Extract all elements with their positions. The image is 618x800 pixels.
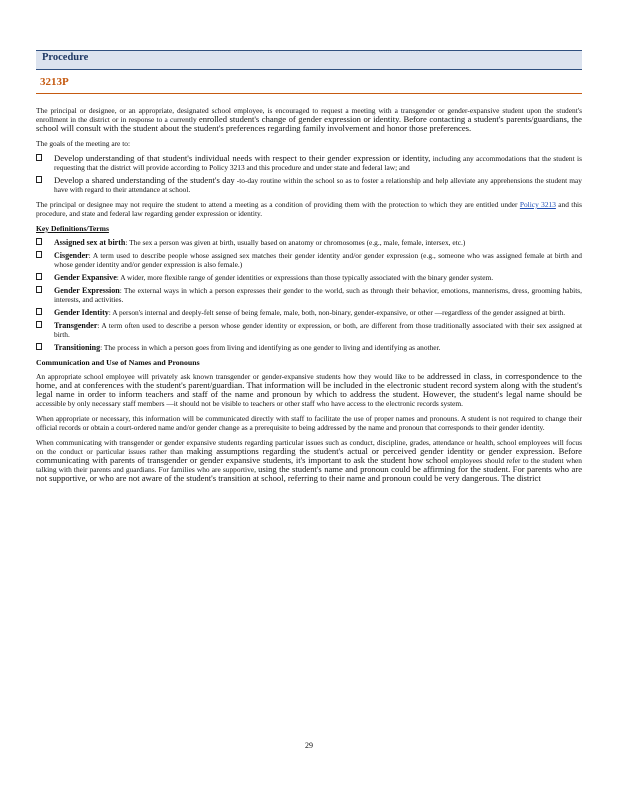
names-paragraph-3 — [36, 438, 582, 483]
definition-term: Transgender — [54, 321, 98, 330]
definition-item — [36, 273, 582, 282]
names-text-f: employees should refer to the student when talking with their parents and guardians. For families who are supportive, — [36, 456, 582, 474]
intro-text-a: The principal or designee, or an appropriate, designated school employee, is encouraged to request a meeting with a transgender or gender-expansive student upon the student's enrollment in the district or in response to a currently — [36, 106, 582, 124]
missing-glyph-icon — [36, 238, 42, 245]
document-body — [36, 106, 582, 489]
intro-paragraph — [36, 106, 582, 133]
goal-text-a: Develop understanding of that student's individual needs with respect to their gender expression or identity, — [54, 153, 431, 163]
goal-text-b: including any accommodations that the student is requesting that the district will provide according to Policy 3213 and this procedure and under state and federal law; and — [54, 154, 582, 172]
definition-text: : The process in which a person goes from living and identifying as one gender to living and identifying as another. — [100, 343, 441, 352]
definition-text: : A person's internal and deeply-felt sense of being female, male, both, non-binary, gender-expansive, or other —regardless of the gender assigned at birth. — [108, 308, 566, 317]
definition-term: Gender Expression — [54, 286, 120, 295]
policy-link[interactable]: Policy 3213 — [519, 200, 556, 209]
definitions-heading: Key Definitions/Terms — [36, 224, 109, 233]
protection-text-end: and this procedure, and state and federal law regarding gender expression or identity. — [36, 200, 582, 218]
missing-glyph-icon — [36, 343, 42, 350]
intro-text-b: enrolled student's change of gender expression or identity. Before contacting a student's parents/guardians, the school will consult with the student about the student's preferences regarding family involvement and honor those preferences. — [36, 114, 582, 133]
definition-term: Cisgender — [54, 251, 89, 260]
definition-term: Gender Expansive — [54, 273, 117, 282]
missing-glyph-icon — [36, 154, 42, 161]
definition-term: Transitioning — [54, 343, 101, 352]
names-paragraph-2: When appropriate or necessary, this information will be communicated directly with staff to facilitate the use of proper names and pronouns. A student is not required to change their official records or obtain a court-ordered name and/or gender change as a prerequisite to being addressed by the name and pronoun that corresponds to their gender identity. — [36, 414, 582, 432]
names-heading: Communication and Use of Names and Pronouns — [36, 358, 200, 367]
definitions-list — [36, 238, 582, 352]
definition-item — [36, 321, 582, 339]
definition-item — [36, 343, 582, 352]
missing-glyph-icon — [36, 308, 42, 315]
names-text-e: making assumptions regarding the student's actual or perceived gender identity or gender expression. Before communicating with parents of transgender or gender expansive students, it's important to ask the student how school — [36, 446, 582, 465]
goal-text-a: Develop a shared understanding of the student's day — [54, 175, 235, 185]
missing-glyph-icon — [36, 176, 42, 183]
missing-glyph-icon — [36, 321, 42, 328]
names-text-d: When communicating with transgender or gender expansive students regarding particular issues such as conduct, discipline, grades, attendance or health, school employees will focus on the conduct or particular issues rather than — [36, 438, 582, 456]
list-item — [36, 176, 582, 194]
definition-item — [36, 238, 582, 247]
names-text-b: addressed in class, in correspondence to the home, and at conferences with the student's parent/guardian. That information will be included in the electronic student record system along with the student's legal name in order to inform teachers and staff of the name and pronoun by which to address the student. However, the student's legal name should be — [36, 371, 582, 399]
definition-item — [36, 308, 582, 317]
definition-item — [36, 286, 582, 304]
divider — [36, 93, 582, 94]
definition-term: Assigned sex at birth — [54, 238, 126, 247]
definition-text: : The sex a person was given at birth, usually based on anatomy or chromosomes (e.g., male, female, intersex, etc.) — [125, 238, 466, 247]
page-number: 29 — [305, 741, 313, 750]
names-paragraph-1 — [36, 372, 582, 408]
names-text-g: using the student's name and pronoun could be affirming for the student. For parents who are not supportive, or who are not aware of the student's transition at school, referring to their name and pronoun could be very dangerous. The district — [36, 464, 583, 483]
missing-glyph-icon — [36, 273, 42, 280]
goals-lead: The goals of the meeting are to: — [36, 139, 130, 148]
definition-text: : A wider, more flexible range of gender identities or expressions than those typically associated with the binary gender system. — [116, 273, 494, 282]
section-header-bar — [36, 50, 582, 70]
section-header-title: Procedure — [42, 52, 89, 63]
definition-term: Gender Identity — [54, 308, 109, 317]
goal-text-b: -to-day routine within the school so as to foster a relationship and help alleviate any apprehensions the student may have with regard to their attendance at school. — [54, 176, 582, 194]
names-text-c: accessible by only necessary staff members —it should not be visible to teachers or other staff who have access to the electronic records system. — [36, 399, 464, 408]
definition-item — [36, 251, 582, 269]
definition-text: : A term used to describe people whose assigned sex matches their gender identity and/or gender expression (e.g., someone who was assigned female at birth and whose gender identity and/or gender expression is also female.) — [54, 251, 582, 269]
definition-text: : The external ways in which a person expresses their gender to the world, such as through their behavior, emotions, mannerisms, dress, grooming habits, interests, and activities. — [54, 286, 582, 304]
definition-text: : A term often used to describe a person whose gender identity or expression, or both, are different from those traditionally associated with their sex assigned at birth. — [54, 321, 582, 339]
list-item — [36, 154, 582, 172]
goals-list — [36, 154, 582, 194]
names-text-a: An appropriate school employee will privately ask known transgender or gender-expansive students how they would like to be — [36, 372, 425, 381]
protection-paragraph — [36, 200, 582, 218]
protection-text: The principal or designee may not require the student to attend a meeting as a condition of providing them with the protection to which they are entitled under — [36, 200, 518, 209]
missing-glyph-icon — [36, 251, 42, 258]
policy-number: 3213P — [40, 76, 69, 88]
missing-glyph-icon — [36, 286, 42, 293]
